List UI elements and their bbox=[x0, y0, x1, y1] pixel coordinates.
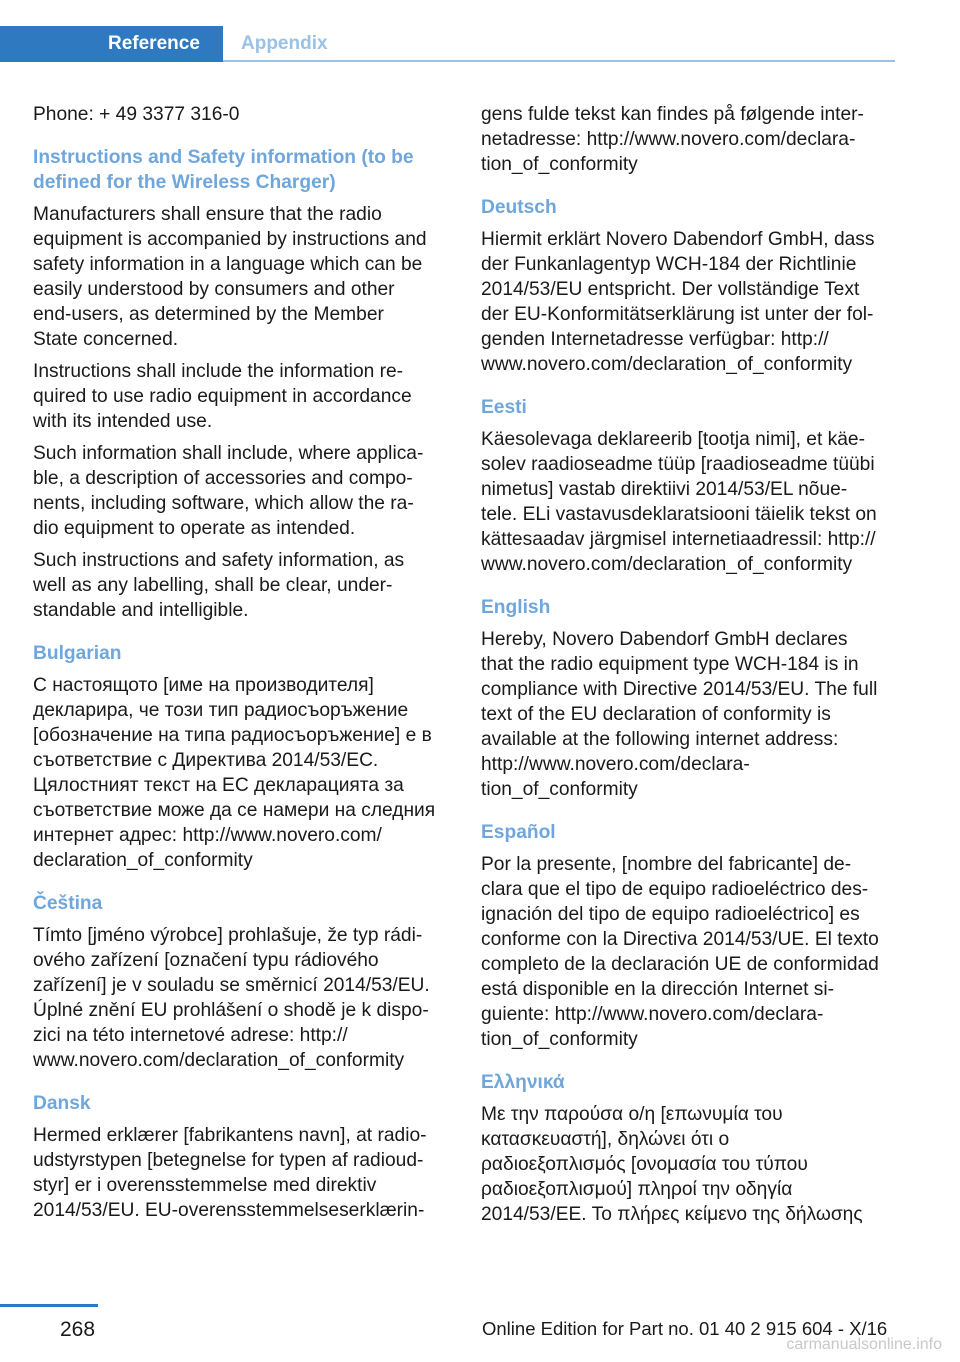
paragraph: Such information shall include, where applica‐ ble, a description of accessories and compo‐ nents, including software, which allow the ra‐ dio equipment to operate as intended. bbox=[33, 443, 424, 539]
header-divider bbox=[223, 60, 895, 62]
tab-appendix[interactable]: Appendix bbox=[241, 33, 328, 54]
paragraph: Με την παρούσα ο/η [επωνυμία του κατασκευαστή], δηλώνει ότι ο ραδιοεξοπλισμός [ονομασία του τύπου ραδιοεξοπλισμού] πληροί την οδηγία 2014/53/ΕΕ. Το πλήρες κείμενο της δήλωσης bbox=[481, 1104, 863, 1225]
paragraph: gens fulde tekst kan findes på følgende inter‐ netadresse: http://www.novero.com/declara‐ tion_of_conformity bbox=[481, 104, 864, 175]
edition-line: Online Edition for Part no. 01 40 2 915 604 - X/16 bbox=[482, 1318, 888, 1339]
section-heading: Español bbox=[481, 822, 556, 843]
tab-reference[interactable]: Reference bbox=[0, 26, 223, 62]
section-heading: Ελληνικά bbox=[481, 1072, 565, 1093]
paragraph: Hiermit erklärt Novero Dabendorf GmbH, dass der Funkanlagentyp WCH-184 der Richtlinie 2014/53/EU entspricht. Der vollständige Text der EU-Konformitätserklärung ist unter der fol‐ genden Internetadresse verfügbar: http:// www.novero.com/declaration_of_conformity bbox=[481, 229, 875, 375]
section-heading: Čeština bbox=[33, 893, 103, 914]
section-heading: Eesti bbox=[481, 397, 527, 418]
paragraph: Hermed erklærer [fabrikantens navn], at radio‐ udstyrstypen [betegnelse for typen af radioud‐ styr] er i overensstemmelse med direktiv 2014/53/EU. EU-overensstemmelseserklærin‐ bbox=[33, 1125, 427, 1221]
section-heading: Deutsch bbox=[481, 197, 557, 218]
paragraph: С настоящото [име на производителя] декларира, че този тип радиосъоръжение [обозначение на типа радиосъоръжение] е в съответствие с Директива 2014/53/ЕС. Цялостният текст на ЕС декларацията за съответствие може да се намери на следния интернет адрес: http://www.novero.com/ declaration_of_conformity bbox=[33, 675, 436, 871]
section-heading: Dansk bbox=[33, 1093, 91, 1114]
section-heading: Instructions and Safety information (to be defined for the Wireless Charger) bbox=[33, 147, 414, 193]
right-column bbox=[481, 102, 901, 1234]
paragraph: Por la presente, [nombre del fabricante] de‐ clara que el tipo de equipo radioeléctrico des‐ ignación del tipo de equipo radioeléctrico] es conforme con la Directiva 2014/53/UE. El texto completo de la declaración UE de conformidad está disponible en la dirección Internet si‐ guiente: http://www.novero.com/declara‐ tion_of_conformity bbox=[481, 854, 879, 1050]
paragraph: Käesolevaga deklareerib [tootja nimi], et käe‐ solev raadioseadme tüüp [raadioseadme tüübi nimetus] vastab direktiivi 2014/53/EL nõue‐ tele. ELi vastavusdeklaratsiooni täielik tekst on kättesaadav järgmisel internetiaadressil: http:// www.novero.com/declaration_of_conformity bbox=[481, 429, 877, 575]
paragraph: Hereby, Novero Dabendorf GmbH declares that the radio equipment type WCH-184 is in compliance with Directive 2014/53/EU. The full text of the EU declaration of conformity is available at the following internet address: http://www.novero.com/declara‐ tion_of_conformity bbox=[481, 629, 878, 800]
paragraph: Such instructions and safety information, as well as any labelling, shall be clear, under‐ standable and intelligible. bbox=[33, 550, 405, 621]
section-heading: Bulgarian bbox=[33, 643, 122, 664]
watermark: carmanualsonline.info bbox=[786, 1336, 942, 1353]
left-column bbox=[33, 102, 451, 1230]
page-number: 268 bbox=[60, 1318, 96, 1341]
footer-rule bbox=[0, 1304, 98, 1307]
paragraph: Phone: + 49 3377 316-0 bbox=[33, 104, 240, 125]
header-bar bbox=[0, 0, 960, 62]
paragraph: Manufacturers shall ensure that the radio equipment is accompanied by instructions and safety information in a language which can be easily understood by consumers and other end-users, as determined by the Member State concerned. bbox=[33, 204, 427, 350]
paragraph: Tímto [jméno výrobce] prohlašuje, že typ rádi‐ ového zařízení [označení typu rádiového zařízení] je v souladu se směrnicí 2014/53/EU. Úplné znění EU prohlášení o shodě je k dispo‐ zici na této internetové adrese: http:// www.novero.com/declaration_of_conformity bbox=[33, 925, 430, 1071]
section-heading: English bbox=[481, 597, 551, 618]
paragraph: Instructions shall include the information re‐ quired to use radio equipment in accordance with its intended use. bbox=[33, 361, 412, 432]
